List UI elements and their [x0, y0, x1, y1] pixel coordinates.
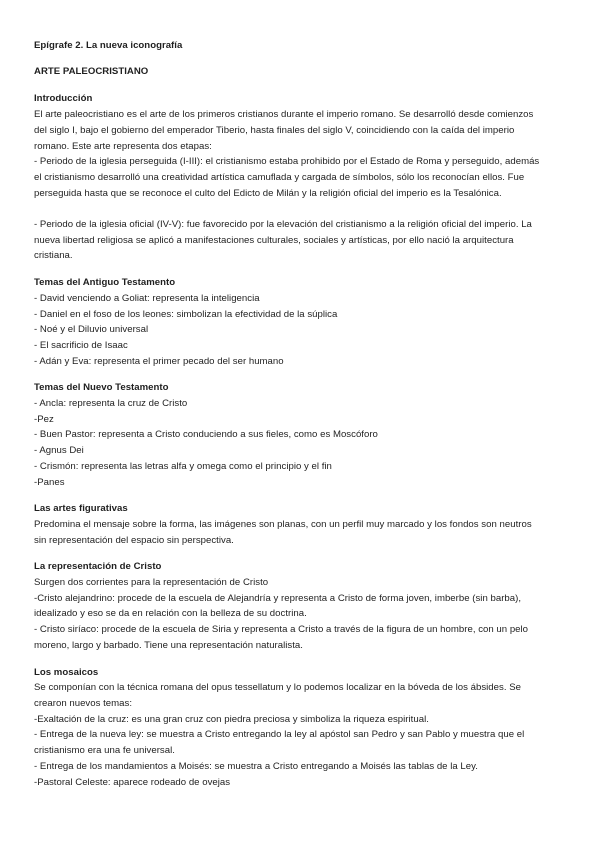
text-line: Se componían con la técnica romana del opus tessellatum y lo podemos localizar en la bóveda de los ábsides. Se: [34, 682, 521, 694]
text-line: cristianismo era una fe universal.: [34, 745, 175, 757]
list-item: - Crismón: representa las letras alfa y omega como el principio y el fin: [34, 460, 332, 472]
list-item: - Agnus Dei: [34, 445, 84, 457]
text-line: -Pastoral Celeste: aparece rodeado de ovejas: [34, 776, 231, 788]
artes-heading: Las artes figurativas: [34, 503, 128, 515]
text-line: - Periodo de la iglesia oficial (IV-V): fue favorecido por la elevación del cristianismo a la religión oficial del imperio. La: [34, 219, 532, 231]
representacion-heading: La representación de Cristo: [34, 561, 162, 573]
text-line: perseguida hasta que se reconoce el culto del Edicto de Milán y la religión oficial del imperio es la Tesalónica.: [34, 187, 502, 199]
list-item: - Buen Pastor: representa a Cristo conduciendo a sus fieles, como es Moscóforo: [34, 429, 378, 441]
text-line: idealizado y eso se da en relación con la belleza de su doctrina.: [34, 608, 307, 620]
introduccion-heading: Introducción: [34, 93, 93, 105]
list-item: - El sacrificio de Isaac: [34, 339, 128, 351]
list-item: - Adán y Eva: representa el primer pecado del ser humano: [34, 355, 284, 367]
list-item: -Pez: [34, 413, 54, 425]
text-line: Predomina el mensaje sobre la forma, las imágenes son planas, con un perfil muy marcado y los fondos son neutros: [34, 518, 532, 530]
text-line: - Entrega de la nueva ley: se muestra a Cristo entregando la ley al apóstol san Pedro y san Pablo y muestra que el: [34, 729, 525, 741]
text-line: nueva libertad religiosa se aplicó a manifestaciones culturales, sociales y artísticas, por ello nació la arquitectura: [34, 234, 514, 246]
epigrafe-heading: Epígrafe 2. La nueva iconografía: [34, 40, 183, 51]
list-item: - David venciendo a Goliat: representa la inteligencia: [34, 292, 260, 304]
section-antiguo-testamento: [34, 275, 570, 369]
text-line: cristiana.: [34, 250, 73, 262]
section-representacion-cristo: [34, 559, 570, 653]
list-item: - Ancla: representa la cruz de Cristo: [34, 398, 188, 410]
text-line: crearon nuevos temas:: [34, 698, 133, 709]
section-artes-figurativas: [34, 501, 570, 548]
section-introduccion: [34, 91, 570, 264]
arte-title: ARTE PALEOCRISTIANO: [34, 65, 149, 77]
text-line: - Periodo de la iglesia perseguida (I-III): el cristianismo estaba prohibido por el Estado de Roma y perseguido, además: [34, 156, 540, 168]
list-item: - Noé y el Diluvio universal: [34, 324, 149, 336]
text-line: moreno, largo y barbado. Tiene una representación naturalista.: [34, 639, 303, 651]
text-line: romano. Este arte representa dos etapas:: [34, 140, 212, 152]
text-line: -Cristo alejandrino: procede de la escuela de Alejandría y representa a Cristo de forma joven, imberbe (sin barba),: [34, 592, 522, 604]
blank-line: [34, 201, 570, 217]
section-nuevo-testamento: [34, 380, 570, 490]
list-item: -Panes: [34, 476, 65, 488]
text-line: -Exaltación de la cruz: es una gran cruz con piedra preciosa y simboliza la riqueza espiritual.: [34, 713, 429, 725]
antiguo-heading: Temas del Antiguo Testamento: [34, 277, 176, 289]
section-mosaicos: [34, 665, 570, 791]
text-line: Surgen dos corrientes para la representación de Cristo: [34, 577, 269, 589]
text-line: el cristianismo desarrolló una creatividad artística camuflada y cargada de símbolos, sólo los reconocían ellos. Fue: [34, 171, 525, 183]
text-line: - Entrega de los mandamientos a Moisés: se muestra a Cristo entregando a Moisés las tablas de la Ley.: [34, 760, 478, 772]
nuevo-heading: Temas del Nuevo Testamento: [34, 382, 169, 394]
text-line: del siglo I, bajo el gobierno del emperador Tiberio, hasta finales del siglo V, coincidiendo con la caída del imperio: [34, 124, 515, 136]
text-line: - Cristo siríaco: procede de la escuela de Siria y representa a Cristo a través de la figura de un hombre, con un pelo: [34, 624, 529, 636]
text-line: El arte paleocristiano es el arte de los primeros cristianos durante el imperio romano. Se desarrolló desde comienzos: [34, 109, 534, 121]
list-item: - Daniel en el foso de los leones: simbolizan la efectividad de la súplica: [34, 308, 338, 320]
text-line: sin representación del espacio sin perspectiva.: [34, 534, 234, 546]
mosaicos-heading: Los mosaicos: [34, 666, 99, 678]
